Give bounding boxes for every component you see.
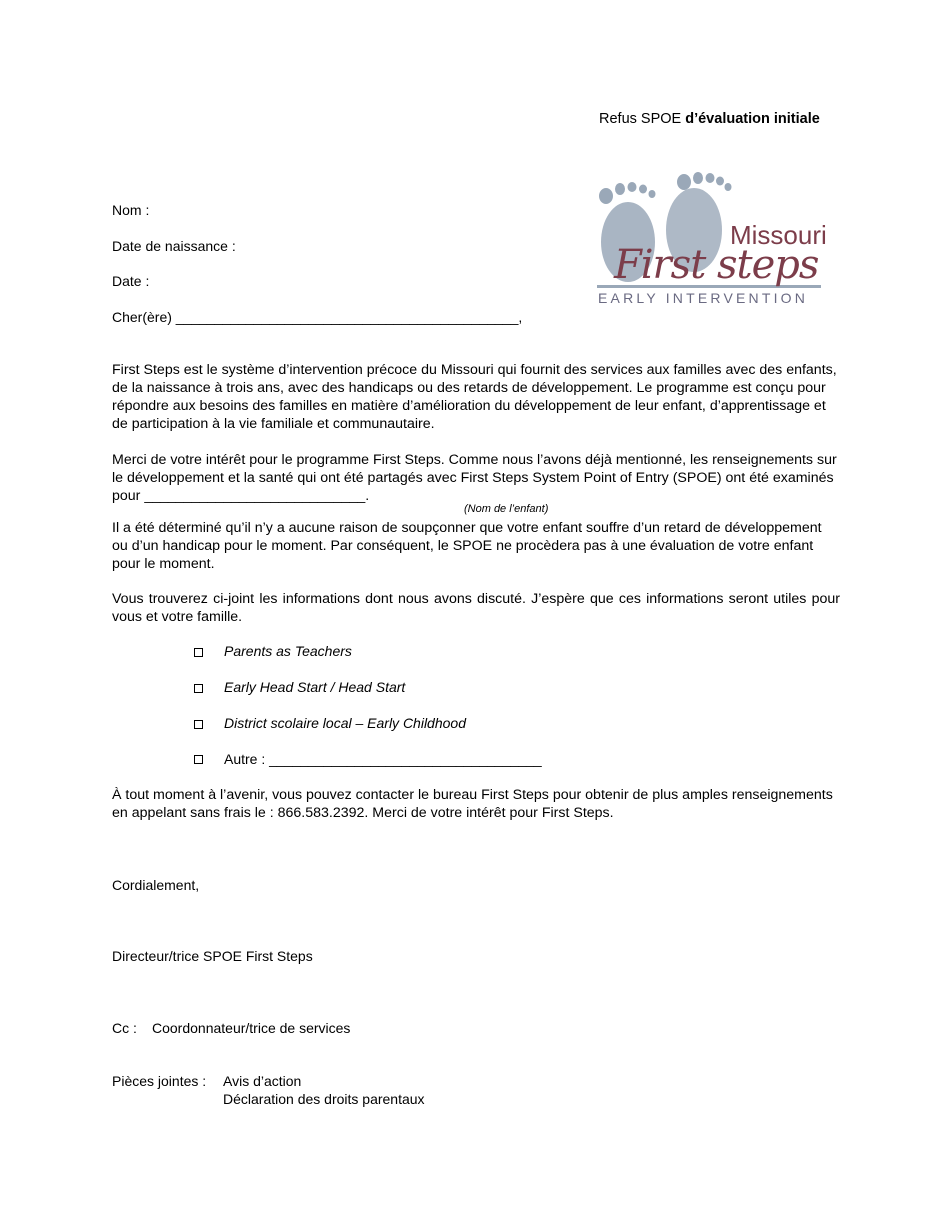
determination-paragraph: Il a été déterminé qu’il n’y a aucune raison de soupçonner que votre enfant souffre d’un retard de développement ou d’un handicap pour le moment. Par conséquent, le SPOE ne procèdera pas à une évaluation de votre enfant pour le moment. (112, 520, 822, 572)
dob-field-label: Date de naissance : (112, 238, 236, 254)
name-field-label: Nom : (112, 202, 150, 218)
option-checkbox-school-district[interactable] (194, 720, 203, 729)
closing-salutation: Cordialement, (112, 877, 200, 893)
attachments-label: Pièces jointes : (112, 1073, 207, 1089)
document-title-prefix: Refus SPOE (599, 111, 686, 127)
child-name-caption: (Nom de l’enfant) (464, 503, 549, 515)
attachment-paragraph: Vous trouverez ci-joint les informations dont nous avons discuté. J’espère que ces informations seront utiles pour vous et votre famille. (112, 591, 840, 625)
option-checkbox-early-head-start[interactable] (194, 684, 203, 693)
intro-paragraph: First Steps est le système d’intervention précoce du Missouri qui fournit des services aux familles avec des enfants, de la naissance à trois ans, avec des handicaps ou des retards de développement. Le programme est conçu pour répondre aux besoins des familles en matière d’amélioration du développement de leur enfant, d’apprentissage et de participation à la vie familiale et communautaire. (112, 362, 837, 432)
option-label-parents-as-teachers: Parents as Teachers (224, 643, 352, 659)
signature-line: Directeur/trice SPOE First Steps (112, 948, 313, 964)
interest-paragraph: Merci de votre intérêt pour le programme First Steps. Comme nous l’avons déjà mentionné, les renseignements sur le développement et la santé qui ont été partagés avec First Steps System Point of Entry (SPOE) ont été examinés pour ____________________________. (112, 452, 837, 504)
cc-label: Cc : (112, 1020, 137, 1036)
date-field-label: Date : (112, 273, 150, 289)
logo-missouri-text: Missouri (730, 220, 827, 250)
option-label-other: Autre : ___________________________________ (224, 751, 542, 767)
logo-first-steps-text: First steps (614, 242, 819, 288)
option-checkbox-other[interactable] (194, 755, 203, 764)
attachment-item: Avis d’action (223, 1073, 302, 1089)
option-checkbox-parents-as-teachers[interactable] (194, 648, 203, 657)
cc-value: Coordonnateur/trice de services (152, 1020, 351, 1036)
salutation-line: Cher(ère) ____________________________________________, (112, 309, 523, 325)
option-label-school-district: District scolaire local – Early Childhood (224, 715, 466, 731)
missouri-first-steps-logo (592, 172, 828, 308)
option-label-early-head-start: Early Head Start / Head Start (224, 679, 406, 695)
logo-early-intervention-text: EARLY INTERVENTION (598, 290, 809, 306)
document-title (599, 111, 820, 127)
document-title-bold: d’évaluation initiale (685, 111, 820, 127)
contact-paragraph: À tout moment à l’avenir, vous pouvez contacter le bureau First Steps pour obtenir de plus amples renseignements en appelant sans frais le : 866.583.2392. Merci de votre intérêt pour First Steps. (112, 787, 833, 821)
attachment-item: Déclaration des droits parentaux (223, 1091, 425, 1107)
